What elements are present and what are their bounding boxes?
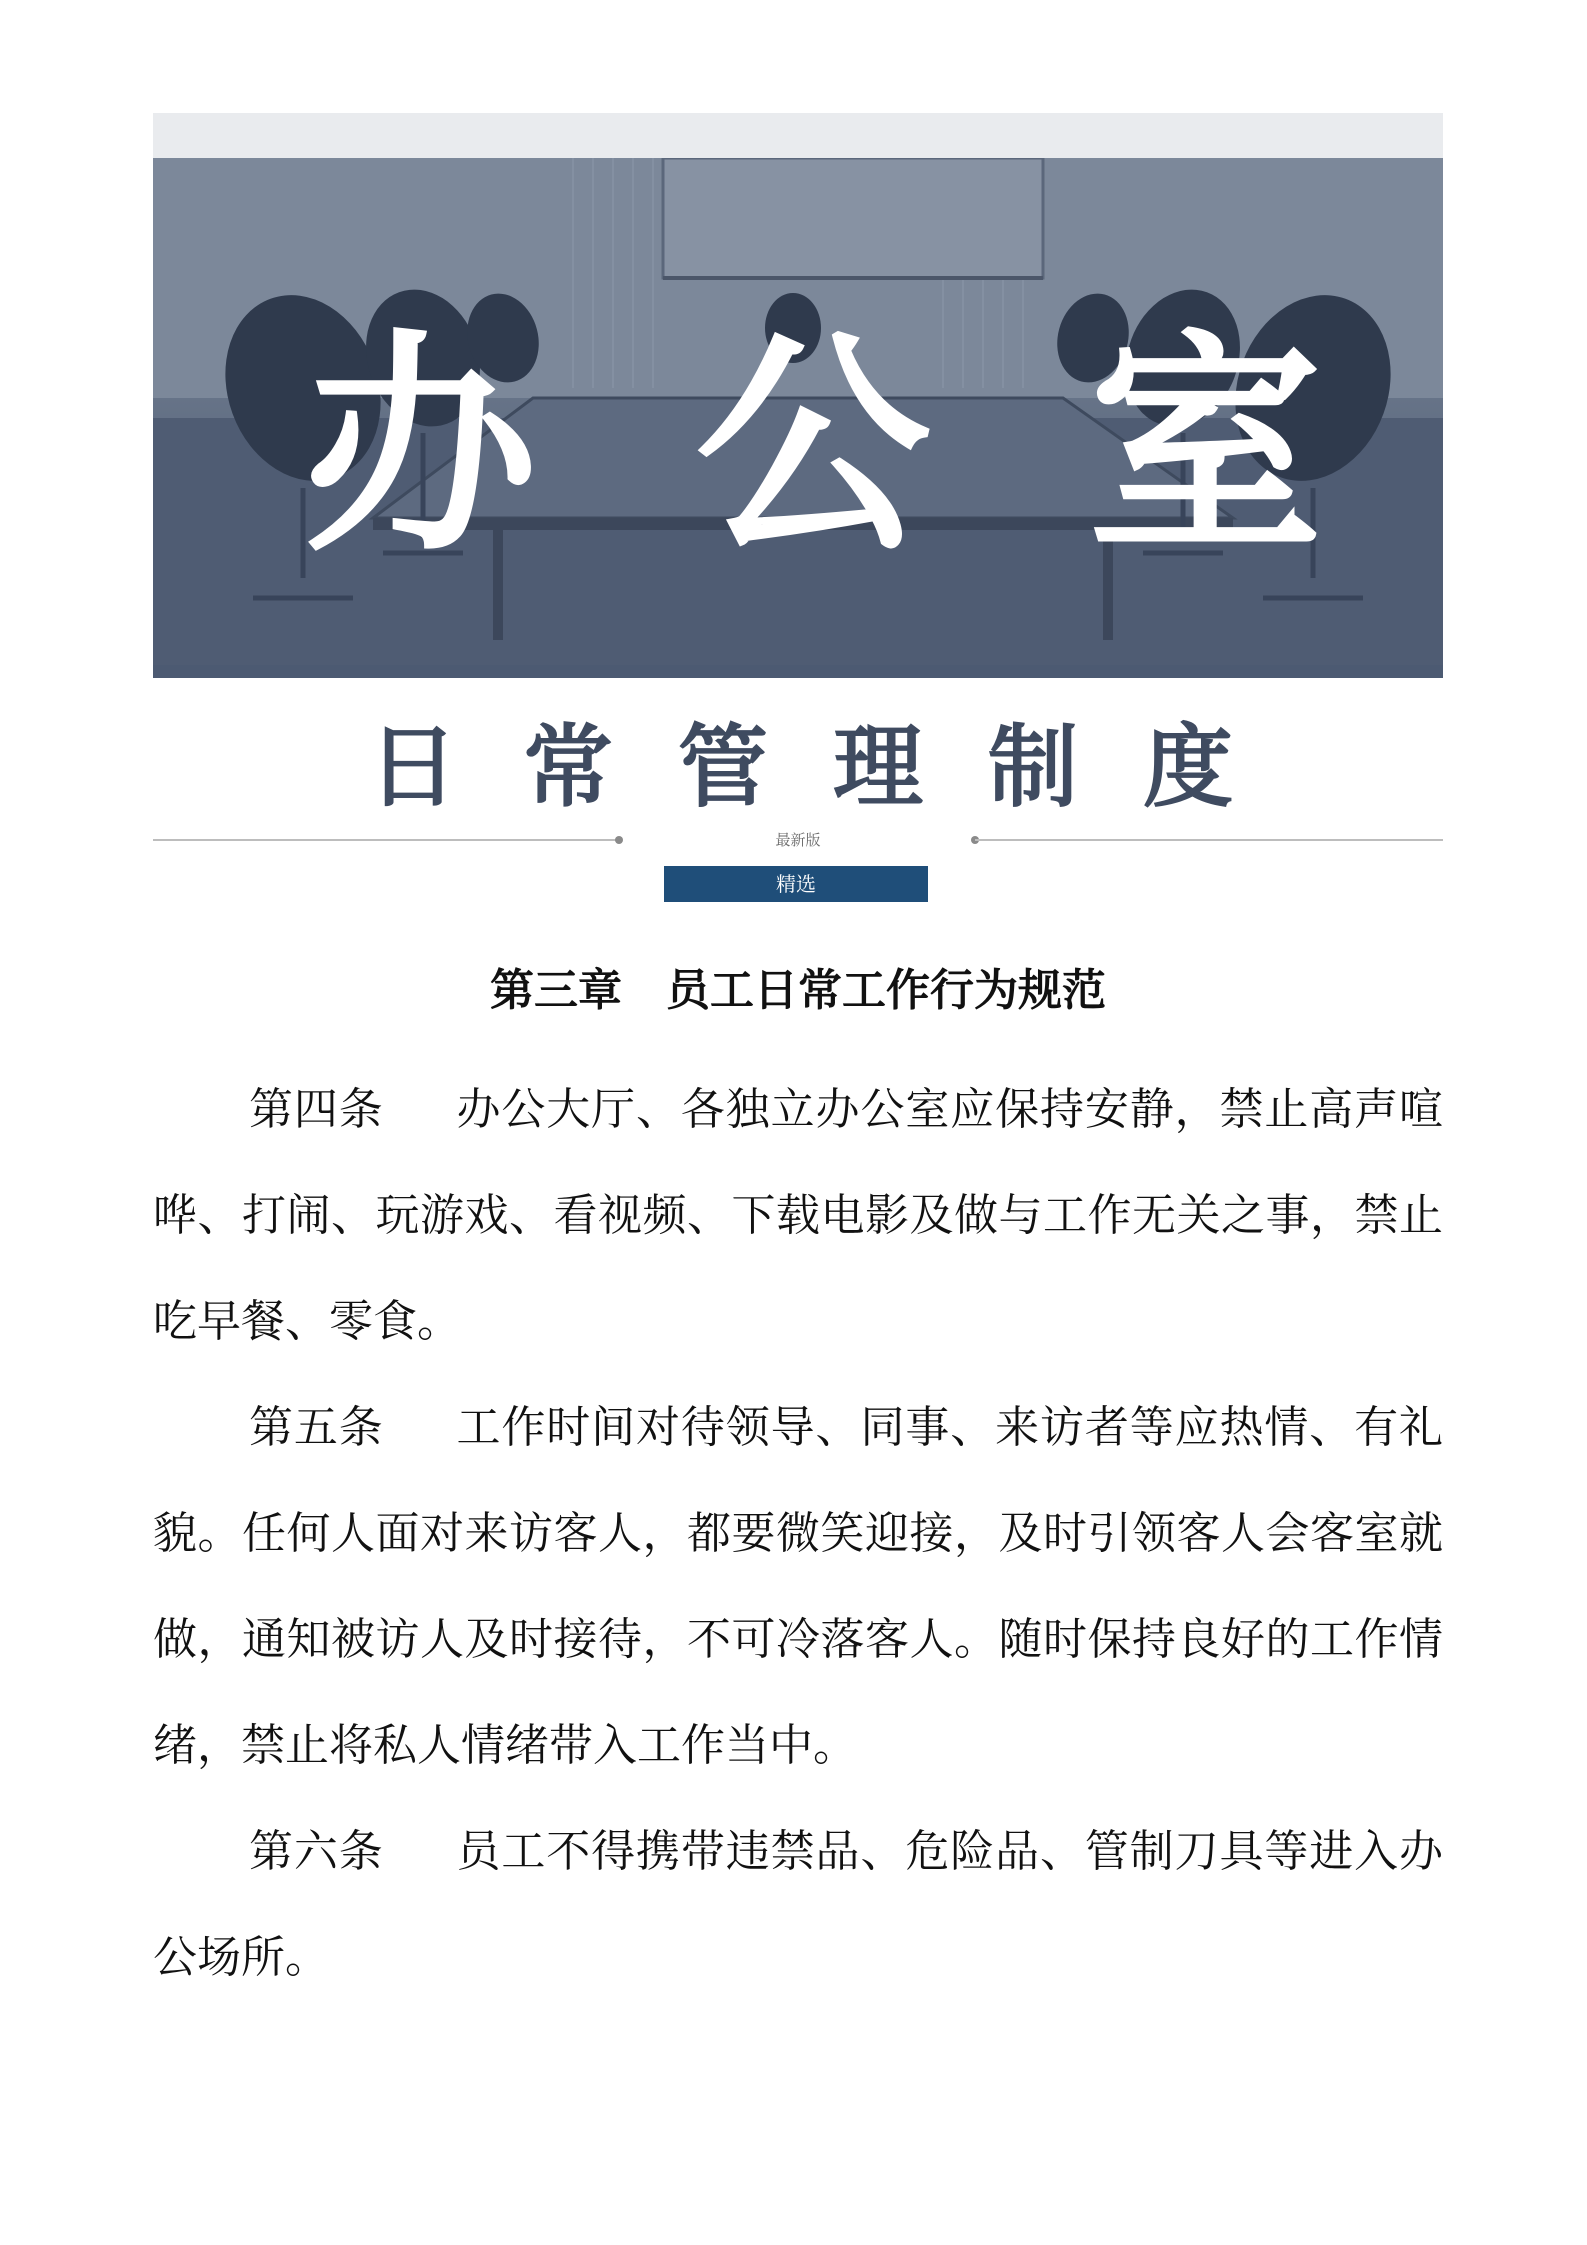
chapter-number: 第三章 xyxy=(490,965,622,1016)
article-number: 第六条 xyxy=(249,1826,384,1877)
banner-bottom-bar xyxy=(153,665,1443,678)
banner-title-char: 公 xyxy=(695,311,931,584)
article-number: 第四条 xyxy=(249,1084,384,1135)
article-paragraph xyxy=(153,1799,1443,2011)
article-text: 员工不得携带违禁品、危险品、管制刀具等进入办公场所。 xyxy=(153,1826,1443,1983)
article-text: 办公大厅、各独立办公室应保持安静，禁止高声喧哗、打闹、玩游戏、看视频、下载电影及做与工作无关之事，禁止吃早餐、零食。 xyxy=(153,1084,1443,1347)
article-paragraph xyxy=(153,1375,1443,1799)
edition-label: 最新版 xyxy=(775,831,821,849)
subtitle-char: 常 xyxy=(523,715,613,820)
cover-banner xyxy=(153,113,1443,678)
articles-body xyxy=(153,1057,1443,2011)
article-text: 工作时间对待领导、同事、来访者等应热情、有礼貌。任何人面对来访客人，都要微笑迎接，及时引领客人会客室就做，通知被访人及时接待，不可冷落客人。随时保持良好的工作情绪，禁止将私人情绪带入工作当中。 xyxy=(153,1402,1443,1771)
chapter-heading xyxy=(153,955,1443,1027)
banner-title-char: 办 xyxy=(303,311,538,584)
article-number: 第五条 xyxy=(249,1402,384,1453)
banner-title xyxy=(153,311,1443,584)
subtitle-char: 制 xyxy=(988,715,1078,820)
chapter-title: 员工日常工作行为规范 xyxy=(666,965,1106,1016)
featured-badge: 精选 xyxy=(664,866,928,902)
article-paragraph xyxy=(153,1057,1443,1375)
banner-title-char: 室 xyxy=(1088,311,1323,584)
cover-subtitle xyxy=(153,715,1443,820)
subtitle-char: 度 xyxy=(1143,715,1233,820)
subtitle-char: 理 xyxy=(833,715,923,820)
subtitle-char: 管 xyxy=(678,715,768,820)
subtitle-char: 日 xyxy=(368,715,458,820)
